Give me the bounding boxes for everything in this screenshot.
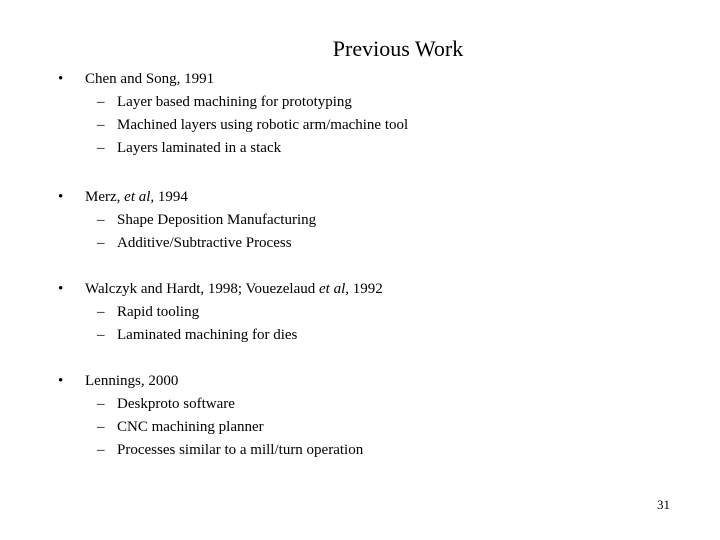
subitem-1-1 <box>0 91 720 114</box>
bullet-text-3 <box>85 278 383 301</box>
subitem-4-3 <box>0 439 720 462</box>
bullet-group-4 <box>0 370 720 462</box>
bullet-text-1 <box>85 68 214 91</box>
dash-icon: – <box>97 327 105 343</box>
dash-icon: – <box>97 140 105 156</box>
dash-icon: – <box>97 212 105 228</box>
bullet-text-2-part-1: Merz, <box>85 189 125 205</box>
subitem-3-2 <box>0 324 720 347</box>
subitem-4-2 <box>0 416 720 439</box>
bullet-dot-icon: • <box>58 281 64 297</box>
bullet-text-2-part-2: et al, <box>124 189 155 205</box>
bullet-text-3-part-2: et al, <box>319 281 350 297</box>
dash-icon: – <box>97 94 105 110</box>
subitem-text-3-2: Laminated machining for dies <box>117 327 298 343</box>
subitem-text-4-3: Processes similar to a mill/turn operation <box>117 442 364 458</box>
slide-title: Previous Work <box>332 36 464 61</box>
bullet-4 <box>0 370 720 393</box>
bullet-dot-icon: • <box>58 189 64 205</box>
dash-icon: – <box>97 304 105 320</box>
subitem-1-3 <box>0 137 720 160</box>
bullet-group-2 <box>0 186 720 255</box>
dash-icon: – <box>97 235 105 251</box>
bullet-2 <box>0 186 720 209</box>
dash-icon: – <box>97 396 105 412</box>
dash-icon: – <box>97 117 105 133</box>
subitem-3-1 <box>0 301 720 324</box>
bullet-text-4-part-1: Lennings, 2000 <box>85 373 179 389</box>
bullet-text-2-part-3: 1994 <box>154 189 188 205</box>
dash-icon: – <box>97 419 105 435</box>
bullet-1 <box>0 68 720 91</box>
subitem-text-1-1: Layer based machining for prototyping <box>117 94 352 110</box>
subitem-text-1-2: Machined layers using robotic arm/machine tool <box>117 117 409 133</box>
subitem-text-4-2: CNC machining planner <box>117 419 264 435</box>
subitem-text-1-3: Layers laminated in a stack <box>117 140 282 156</box>
page-number: 31 <box>657 497 670 512</box>
dash-icon: – <box>97 442 105 458</box>
subitem-text-3-1: Rapid tooling <box>117 304 200 320</box>
bullet-text-2 <box>85 186 188 209</box>
subitem-2-2 <box>0 232 720 255</box>
bullet-dot-icon: • <box>58 373 64 389</box>
bullet-text-3-part-1: Walczyk and Hardt, 1998; Vouezelaud <box>85 281 320 297</box>
bullet-dot-icon: • <box>58 71 64 87</box>
subitem-text-4-1: Deskproto software <box>117 396 235 412</box>
bullet-text-1-part-1: Chen and Song, 1991 <box>85 71 215 87</box>
subitem-1-2 <box>0 114 720 137</box>
subitem-4-1 <box>0 393 720 416</box>
bullet-text-3-part-3: 1992 <box>349 281 383 297</box>
bullet-group-3 <box>0 278 720 347</box>
bullet-group-1 <box>0 68 720 160</box>
bullet-3 <box>0 278 720 301</box>
bullet-text-4 <box>85 370 178 393</box>
subitem-2-1 <box>0 209 720 232</box>
subitem-text-2-1: Shape Deposition Manufacturing <box>117 212 317 228</box>
subitem-text-2-2: Additive/Subtractive Process <box>117 235 292 251</box>
